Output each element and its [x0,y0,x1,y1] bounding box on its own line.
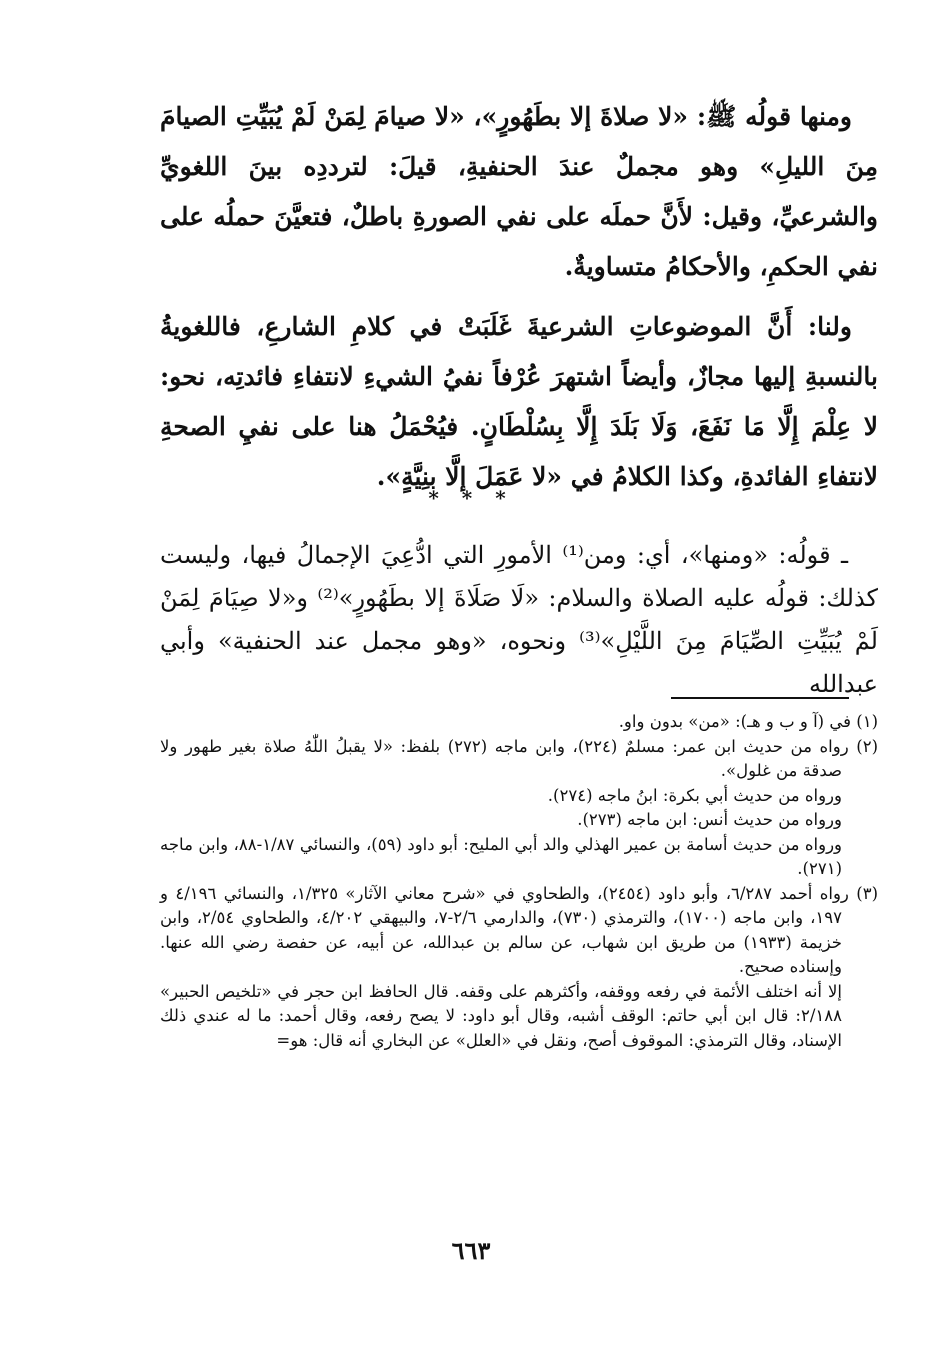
footnote-continuation: إلا أنه اختلف الأئمة في رفعه ووقفه، وأكثرهم على وقفه. قال الحافظ ابن حجر في «تلخيص الحبير» ٢/١٨٨: قال ابن أبي حاتم: الوقف أشبه، وقال أبو داود: لا يصح رفعه، وقال أحمد: ما له عندي ذلك الإسناد، وقال الترمذي: الموقوف أصح، ونقل في «العلل» عن البخاري أنه قال: هو= [160,981,842,1050]
footnote-continuation: ورواه من حديث أبي بكرة: ابنُ ماجه (٢٧٤). [547,785,842,805]
footnote: (٣) رواه أحمد ٦/٢٨٧، وأبو داود (٢٤٥٤)، والطحاوي في «شرح معاني الآثار» ١/٣٢٥، والنسائي ٤/١٩٦ و ١٩٧، وابن ماجه (١٧٠٠)، والترمذي (٧٣٠)، والدارمي ٢/٦-٧، والبيهقي ٤/٢٠٢، والطحاوي ٢/٥٤، وابن خزيمة (١٩٣٣) من طريق ابن شهاب، عن سالم بن عبدالله، عن أبيه، عن حفصة رضي الله عنها. وإسناده صحيح. [160,883,878,976]
section-separator: * * * [428,486,514,510]
footnote: (٢) رواه من حديث ابن عمر: مسلمٌ (٢٢٤)، وابن ماجه (٢٧٢) بلفظ: «لا يقبلُ اللّٰهُ صلاة بغير طهور ولا صدقة من غلول». [160,736,878,780]
footnotes [160,710,878,1053]
footnote-continuation: ورواه من حديث أسامة بن عمير الهذلي والد أبي المليح: أبو داود (٥٩)، والنسائي ١/٨٧-٨٨، وابن ماجه (٢٧١). [160,834,843,878]
commentary-text [160,534,878,706]
footnote-divider [671,697,849,699]
page-number: ٦٦٣ [451,1236,491,1265]
footnote-continuation: ورواه من حديث أنس: ابن ماجه (٢٧٣). [577,810,842,829]
commentary-paragraph: ـ قولُه: «ومنها»، أي: ومن⁽¹⁾ الأمورِ التي ادُّعِيَ الإجمالُ فيها، وليست كذلك: قولُه عليه الصلاة والسلام: «لَا صَلَاةَ إلا بطَهُورٍ»⁽²⁾ و«لا صِيَامَ لِمَنْ لَمْ يُبَيِّتِ الصِّيَامَ مِنَ اللَّيْلِ»⁽³⁾ ونحوه، «وهو مجمل عند الحنفية» وأبي عبدالله [160,541,878,698]
main-paragraph-1: ومنها قولُه ﷺ: «لا صلاةَ إلا بطَهُورٍ»، «لا صيامَ لِمَنْ لَمْ يُبَيِّتِ الصيامَ مِنَ الليلِ» وهو مجملٌ عندَ الحنفيةِ، قيلَ: لترددِه بينَ اللغويِّ والشرعيِّ، وقيل: لأَنَّ حملَه على نفي الصورةِ باطلٌ، فتعيَّنَ حملُه على نفي الحكمِ، والأحكامُ متساويةٌ. [160,102,878,281]
main-paragraph-2: ولنا: أَنَّ الموضوعاتِ الشرعيةَ غَلَبَتْ في كلامِ الشارعِ، فاللغويةُ بالنسبةِ إليها مجازٌ، وأيضاً اشتهرَ عُرْفاً نفيُ الشيءِ لانتفاءِ فائدتِه، نحو: لا عِلْمَ إِلَّا مَا نَفَعَ، وَلَا بَلَدَ إِلَّا بِسُلْطَانٍ. فيُحْمَلُ هنا على نفيِ الصحةِ لانتفاءِ الفائدةِ، وكذا الكلامُ في «لا عَمَلَ إلَّا بنِيَّةٍ». [160,312,878,491]
footnote: (١) في (آ و ب و هـ): «من» بدون واو. [618,712,878,731]
main-text [160,92,878,502]
